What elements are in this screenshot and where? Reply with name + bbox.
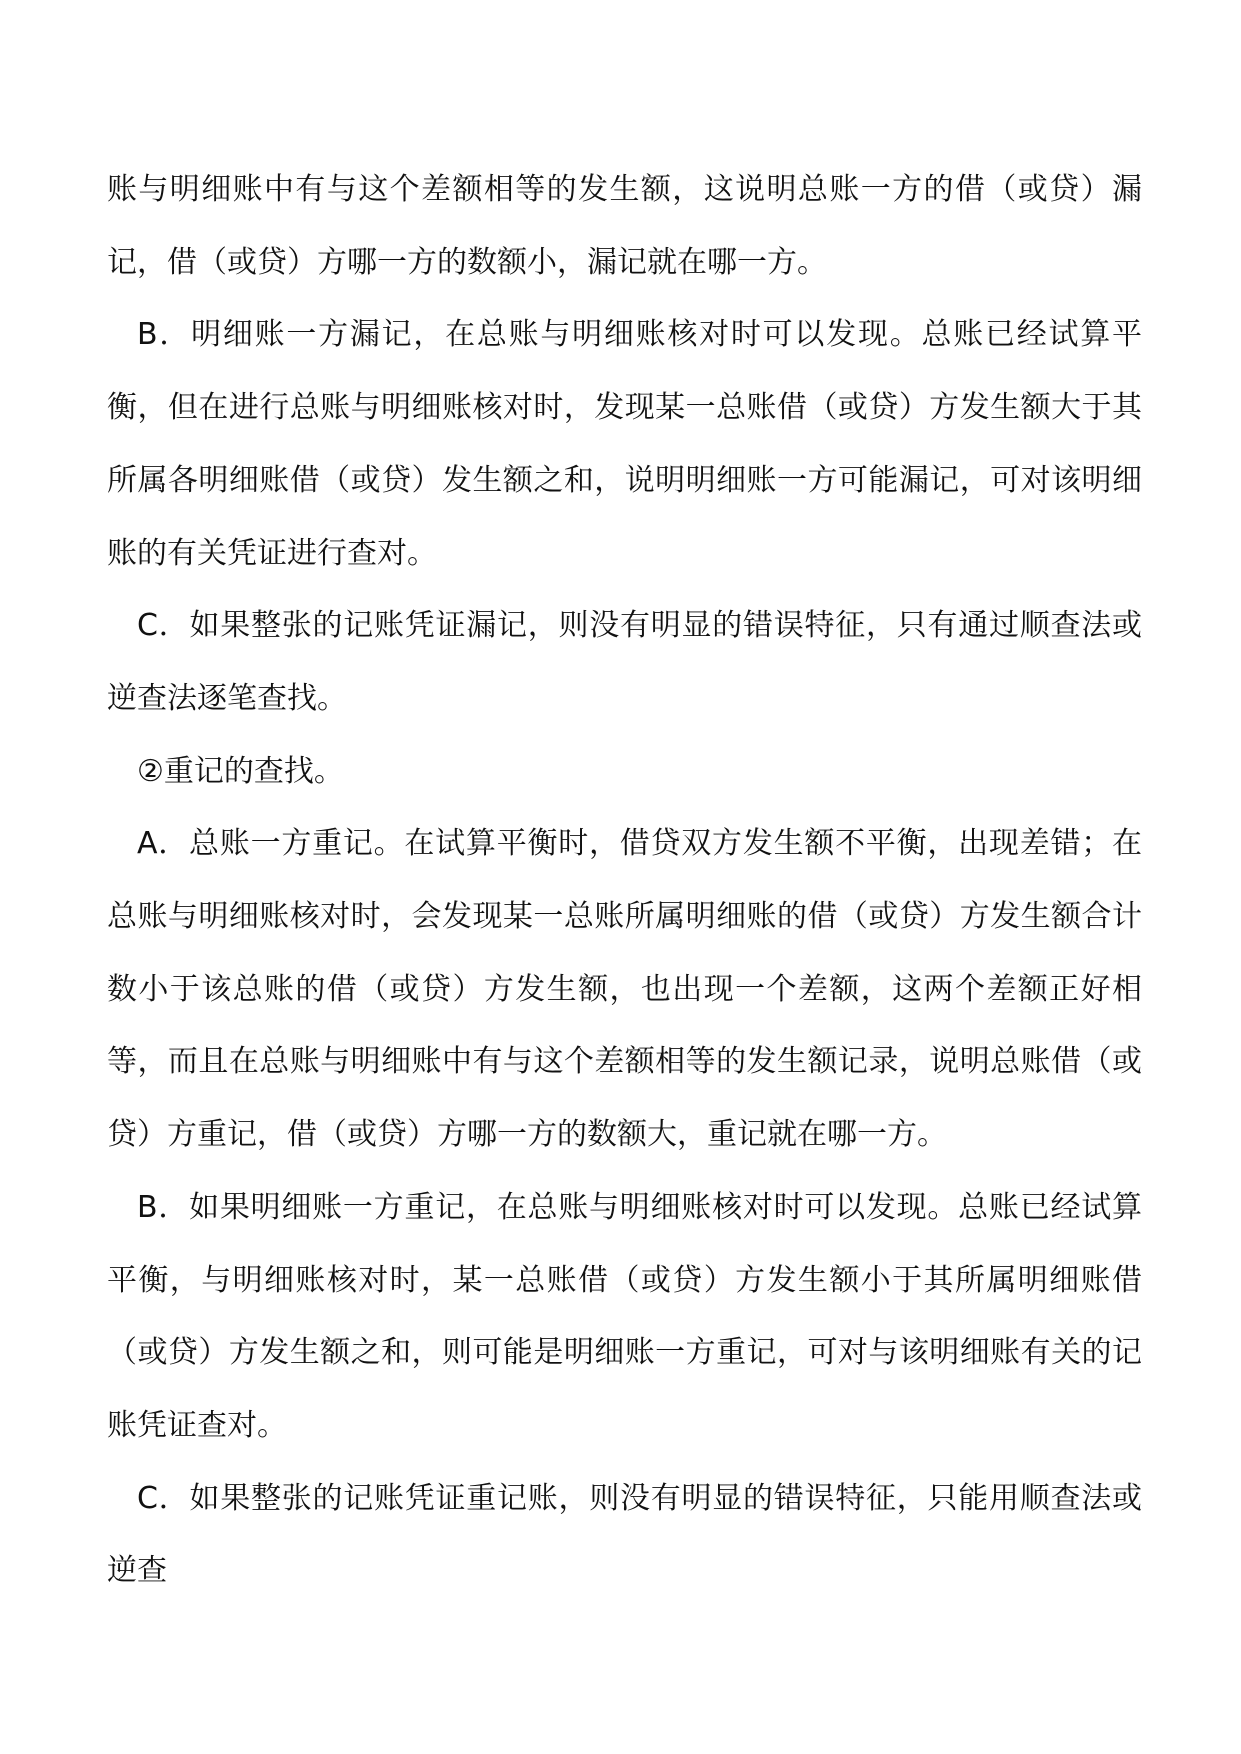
paragraph-duplicate-general-ledger: A．总账一方重记。在试算平衡时，借贷双方发生额不平衡，出现差错；在总账与明细账核对时，会发现某一总账所属明细账的借（或贷）方发生额合计数小于该总账的借（或贷）方发生额，也出现一个差额，这两个差额正好相等，而且在总账与明细账中有与这个差额相等的发生额记录，说明总账借（或贷）方重记，借（或贷）方哪一方的数额大，重记就在哪一方。 <box>107 826 1142 1153</box>
paragraph-omission-whole-voucher: C．如果整张的记账凭证漏记，则没有明显的错误特征，只有通过顺查法或逆查法逐笔查找。 <box>107 608 1142 716</box>
section-heading-duplicate-entry: ②重记的查找。 <box>137 753 344 789</box>
paragraph-duplicate-whole-voucher: C．如果整张的记账凭证重记账，则没有明显的错误特征，只能用顺查法或逆查 <box>107 1480 1142 1589</box>
document-body <box>107 154 1142 1608</box>
paragraph-omission-general-ledger-end: 账与明细账中有与这个差额相等的发生额，这说明总账一方的借（或贷）漏记，借（或贷）方哪一方的数额小，漏记就在哪一方。 <box>107 172 1142 280</box>
paragraph-duplicate-subsidiary-ledger: B．如果明细账一方重记，在总账与明细账核对时可以发现。总账已经试算平衡，与明细账核对时，某一总账借（或贷）方发生额小于其所属明细账借（或贷）方发生额之和，则可能是明细账一方重记，可对与该明细账有关的记账凭证查对。 <box>107 1189 1142 1443</box>
paragraph-omission-subsidiary-ledger: B．明细账一方漏记，在总账与明细账核对时可以发现。总账已经试算平衡，但在进行总账与明细账核对时，发现某一总账借（或贷）方发生额大于其所属各明细账借（或贷）发生额之和，说明明细账一方可能漏记，可对该明细账的有关凭证进行查对。 <box>107 317 1142 571</box>
